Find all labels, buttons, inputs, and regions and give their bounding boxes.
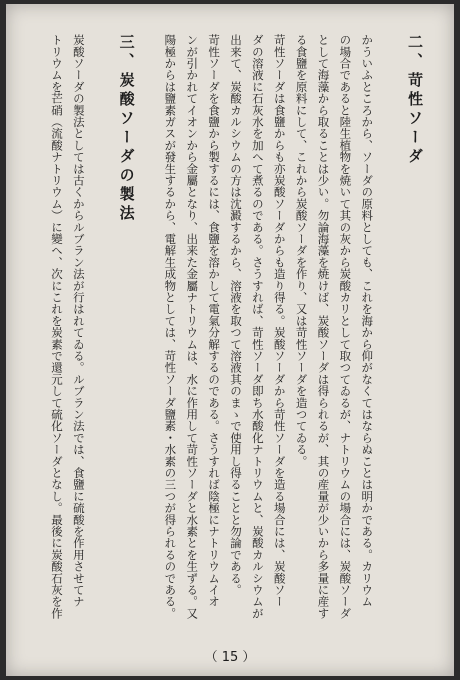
text-line: 苛性ソーダは食鹽からも亦炭酸ソーダからも造り得る。炭酸ソーダから苛性ソーダを造る場合には、炭酸ソー — [272, 34, 287, 608]
text-line: トリウムを芒硝（流酸ナトリウム）に變へ、次にこれを炭素で還元して硫化ソーダとなし。最後に炭酸石灰を作 — [50, 34, 64, 619]
text-line: ダの溶液に石灰水を加へて煮るのである。さうすれば、苛性ソーダ即ち水酸化ナトリウムと、炭酸カルシウムが — [250, 34, 265, 619]
text-line: ンが引かれてイオンから金屬となり、出来た金屬ナトリウムは、水に作用して苛性ソーダと水素とを生ずる。又 — [185, 34, 200, 619]
section-heading-soda-ash: 三、炭酸ソーダの製法 — [117, 34, 136, 224]
text-line: 炭酸ソーダの製法としては古くからルブラン法が行はれてゐる。ルブラン法では、食鹽に硫酸を作用させてナ — [71, 34, 86, 608]
column-spacer — [382, 34, 396, 614]
section-heading-caustic-soda: 二、苛性ソーダ — [406, 34, 424, 167]
book-page — [6, 4, 454, 676]
text-line: 陽極からは鹽素ガスが發生するから、電解生成物としては、苛性ソーダ鹽素・水素の三つが得られるのである。 — [163, 34, 178, 619]
column-spacer — [142, 34, 156, 614]
column-spacer — [94, 34, 108, 614]
page-number: （ 15 ） — [204, 650, 256, 665]
text-line: る食鹽を原料にして、これから炭酸ソーダを作り、又は苛性ソーダを造つてゐる。 — [294, 34, 309, 467]
text-line: として海藻から取ることは少い。勿論海藻を焼けば、炭酸ソーダは得られるが、其の産量が少いから多量に産す — [316, 34, 331, 619]
vertical-text-block — [50, 34, 424, 619]
text-line: かういふところから、ソーダの原料としても、これを海から仰がなくてはならぬことは明かである。カリウム — [360, 34, 375, 608]
text-line: 苛性ソーダを食鹽から製するには、食鹽を溶かして電氣分解するのである。さうすれば陰極にナトリウムイオ — [207, 34, 222, 608]
text-line: の場合であると陸生植物を焼いて其の灰から炭酸カリとして取つてゐるが、ナトリウムの場合には、炭酸ソーダ — [338, 34, 353, 619]
text-line: 出来て、炭酸カルシウムの方は沈澱するから、溶液を取つて溶液其のまゝで使用し得ることと勿論である。 — [229, 34, 243, 596]
